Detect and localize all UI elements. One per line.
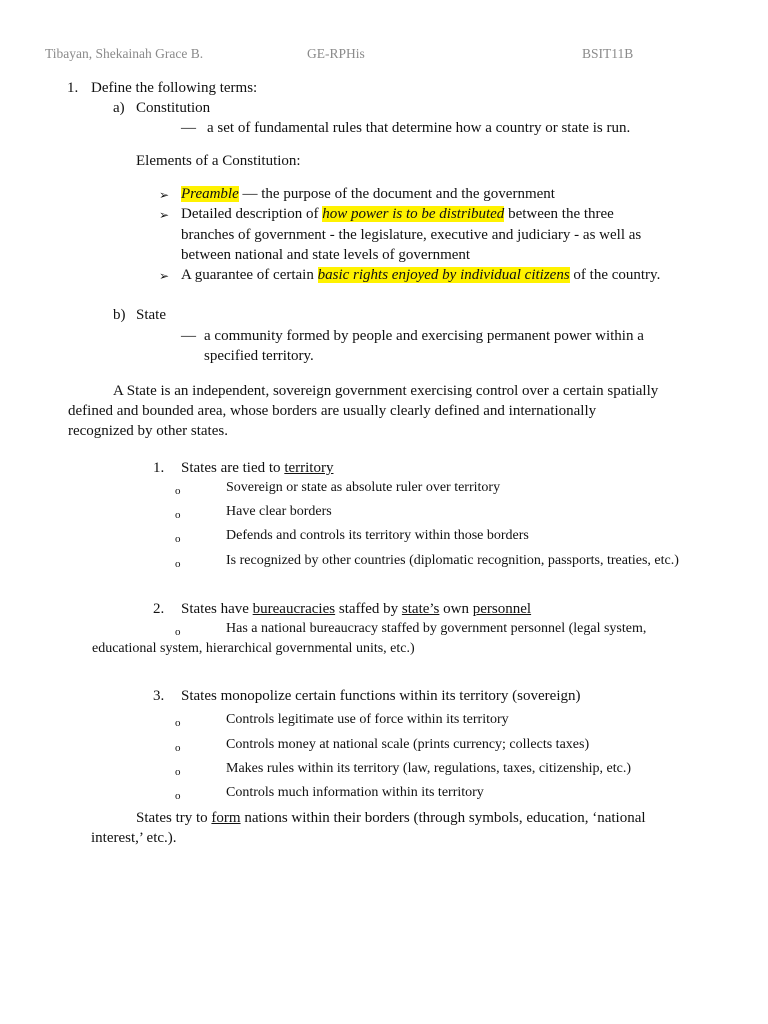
section-code: BSIT11B: [582, 46, 634, 61]
state-definition-line1: a community formed by people and exercising permanent power within a: [204, 328, 644, 344]
paragraph-line3: recognized by other states.: [68, 423, 228, 439]
arrow-bullet-icon: ➢: [159, 208, 170, 222]
underlined-territory: territory: [284, 460, 334, 476]
term-b-label: b): [113, 307, 126, 323]
term-a-name: Constitution: [136, 100, 211, 116]
circle-bullet-icon: o: [175, 509, 181, 521]
constitution-definition: a set of fundamental rules that determine how a country or state is run.: [207, 120, 631, 136]
circle-bullet-icon: o: [175, 717, 181, 729]
circle-bullet-icon: o: [175, 533, 181, 545]
closing-line2: interest,’ etc.).: [91, 830, 177, 846]
item-number: 3.: [153, 688, 165, 704]
sub-item: Controls money at national scale (prints currency; collects taxes): [226, 737, 590, 752]
term-b-name: State: [136, 307, 166, 323]
item2-heading: States have bureaucracies staffed by state’s own personnel: [181, 601, 532, 617]
term-a-label: a): [113, 100, 125, 116]
elements-heading: Elements of a Constitution:: [136, 153, 301, 169]
item-number: 1.: [153, 460, 165, 476]
item3-heading: States monopolize certain functions within its territory (sovereign): [181, 688, 581, 704]
sub-item-continued: educational system, hierarchical governmental units, etc.): [92, 641, 415, 656]
underlined-bureaucracies: bureaucracies: [252, 601, 336, 617]
sub-item: Have clear borders: [226, 504, 332, 519]
circle-bullet-icon: o: [175, 626, 181, 638]
underlined-states: state’s: [401, 601, 440, 617]
sub-item: Defends and controls its territory within those borders: [226, 528, 529, 543]
question-number: 1.: [67, 80, 79, 96]
arrow-bullet-icon: ➢: [159, 269, 170, 283]
bullet-power-line2: branches of government - the legislature, executive and judiciary - as well as: [181, 227, 642, 243]
definition-dash: —: [181, 120, 196, 136]
state-definition-line2: specified territory.: [204, 348, 314, 364]
sub-item: Is recognized by other countries (diplomatic recognition, passports, treaties, etc.): [226, 553, 679, 568]
bullet-preamble: Preamble — the purpose of the document and the government: [181, 186, 555, 202]
bullet-power-line3: between national and state levels of government: [181, 247, 471, 263]
arrow-bullet-icon: ➢: [159, 188, 170, 202]
underlined-form: form: [211, 810, 241, 826]
sub-item: Controls legitimate use of force within its territory: [226, 712, 509, 727]
definition-dash: —: [181, 328, 196, 344]
paragraph-line1: A State is an independent, sovereign government exercising control over a certain spatially: [113, 383, 659, 399]
sub-item: Has a national bureaucracy staffed by government personnel (legal system,: [226, 621, 647, 636]
question-text: Define the following terms:: [91, 80, 258, 96]
sub-item: Controls much information within its territory: [226, 785, 484, 800]
sub-item: Makes rules within its territory (law, regulations, taxes, citizenship, etc.): [226, 761, 631, 776]
closing-line1: States try to form nations within their borders (through symbols, education, ‘national: [136, 810, 646, 826]
circle-bullet-icon: o: [175, 766, 181, 778]
bullet-power-distribution: Detailed description of how power is to be distributed between the three: [181, 206, 614, 222]
item1-heading: States are tied to territory: [181, 460, 334, 476]
bullet-rights: A guarantee of certain basic rights enjoyed by individual citizens of the country.: [181, 267, 661, 283]
paragraph-line2: defined and bounded area, whose borders are usually clearly defined and internationally: [68, 403, 597, 419]
item-number: 2.: [153, 601, 165, 617]
sub-item: Sovereign or state as absolute ruler over territory: [226, 480, 501, 495]
highlight-preamble: Preamble: [181, 186, 239, 202]
circle-bullet-icon: o: [175, 790, 181, 802]
highlight-power: how power is to be distributed: [322, 206, 505, 222]
circle-bullet-icon: o: [175, 558, 181, 570]
highlight-rights: basic rights enjoyed by individual citizens: [317, 267, 570, 283]
circle-bullet-icon: o: [175, 742, 181, 754]
circle-bullet-icon: o: [175, 485, 181, 497]
author-name: Tibayan, Shekainah Grace B.: [45, 46, 204, 61]
course-code: GE-RPHis: [307, 46, 365, 61]
underlined-personnel: personnel: [472, 601, 532, 617]
